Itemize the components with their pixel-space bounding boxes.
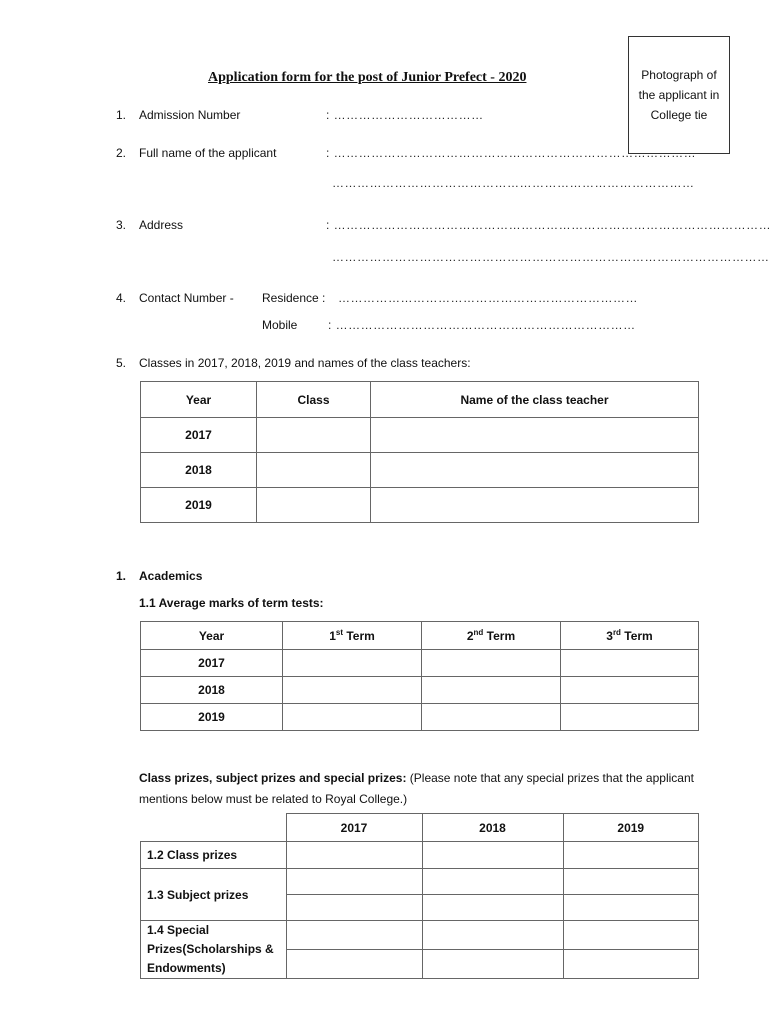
classes-label: Classes in 2017, 2018, 2019 and names of the class teachers: bbox=[139, 356, 471, 370]
prizes-header-2018: 2018 bbox=[422, 814, 563, 842]
table-row bbox=[141, 869, 699, 895]
teacher-input-cell[interactable] bbox=[371, 453, 699, 488]
term-year-cell: 2018 bbox=[141, 677, 283, 704]
table-row bbox=[141, 650, 699, 677]
admission-number-index: 1. bbox=[116, 108, 127, 122]
term-input-cell[interactable] bbox=[561, 704, 699, 731]
classes-header-class: Class bbox=[257, 382, 371, 418]
term-input-cell[interactable] bbox=[422, 677, 561, 704]
address-field-line-2[interactable]: …………………………………………………………………………………………… bbox=[332, 250, 770, 264]
residence-field[interactable]: ……………………………………………………………… bbox=[338, 291, 638, 305]
classes-index: 5. bbox=[116, 356, 127, 370]
term-input-cell[interactable] bbox=[283, 650, 422, 677]
prizes-header-2017: 2017 bbox=[286, 814, 422, 842]
classes-table bbox=[140, 381, 699, 523]
prizes-header-2019: 2019 bbox=[563, 814, 699, 842]
term-input-cell[interactable] bbox=[561, 650, 699, 677]
prize-input-cell[interactable] bbox=[422, 950, 563, 979]
address-field-line-1[interactable]: : …………………………………………………………………………………………… bbox=[326, 218, 771, 232]
photograph-box bbox=[628, 36, 730, 154]
teacher-input-cell[interactable] bbox=[371, 418, 699, 453]
prize-input-cell[interactable] bbox=[563, 921, 699, 950]
special-prizes-line-1: 1.4 Special bbox=[147, 923, 210, 937]
table-row bbox=[141, 418, 699, 453]
admission-number-field[interactable]: : ……………………………… bbox=[326, 108, 484, 122]
prizes-intro: Class prizes, subject prizes and special prizes: bbox=[139, 771, 407, 785]
address-index: 3. bbox=[116, 218, 127, 232]
prize-input-cell[interactable] bbox=[563, 950, 699, 979]
term-header-3rd: 3rd Term bbox=[561, 622, 699, 650]
term-header-2nd: 2nd Term bbox=[422, 622, 561, 650]
table-row bbox=[141, 704, 699, 731]
prize-input-cell[interactable] bbox=[286, 869, 422, 895]
special-prizes-line-3: Endowments) bbox=[147, 961, 226, 975]
prize-input-cell[interactable] bbox=[563, 895, 699, 921]
academics-heading: Academics bbox=[139, 569, 203, 583]
prize-input-cell[interactable] bbox=[286, 895, 422, 921]
prize-input-cell[interactable] bbox=[286, 842, 422, 869]
table-row bbox=[141, 921, 699, 950]
mobile-field[interactable]: : ……………………………………………………………… bbox=[328, 318, 636, 332]
term-tests-table bbox=[140, 621, 699, 731]
full-name-field-line-1[interactable]: : …………………………………………………………………………… bbox=[326, 146, 697, 160]
prize-input-cell[interactable] bbox=[422, 895, 563, 921]
class-input-cell[interactable] bbox=[257, 418, 371, 453]
full-name-index: 2. bbox=[116, 146, 127, 160]
prizes-note bbox=[139, 768, 699, 810]
classes-header-year: Year bbox=[141, 382, 257, 418]
term-input-cell[interactable] bbox=[283, 704, 422, 731]
term-tests-heading: 1.1 Average marks of term tests: bbox=[139, 596, 324, 610]
term-header-1st: 1st Term bbox=[283, 622, 422, 650]
prizes-note-text: (Please note that any special prizes that the applicant mentions below must be related to Royal College.) bbox=[139, 771, 694, 806]
prize-input-cell[interactable] bbox=[563, 869, 699, 895]
prize-input-cell[interactable] bbox=[422, 921, 563, 950]
prize-input-cell[interactable] bbox=[422, 869, 563, 895]
term-input-cell[interactable] bbox=[422, 704, 561, 731]
classes-year-cell: 2019 bbox=[141, 488, 257, 523]
contact-number-label: Contact Number - bbox=[139, 291, 234, 305]
table-row bbox=[141, 842, 699, 869]
residence-label: Residence : bbox=[262, 291, 326, 305]
subject-prizes-label: 1.3 Subject prizes bbox=[141, 869, 287, 921]
prize-input-cell[interactable] bbox=[563, 842, 699, 869]
admission-number-label: Admission Number bbox=[139, 108, 241, 122]
class-input-cell[interactable] bbox=[257, 453, 371, 488]
photo-box-line-1: Photograph of bbox=[641, 68, 717, 82]
special-prizes-line-2: Prizes(Scholarships & bbox=[147, 942, 274, 956]
table-row bbox=[141, 453, 699, 488]
table-row bbox=[141, 488, 699, 523]
table-row bbox=[141, 677, 699, 704]
prize-input-cell[interactable] bbox=[286, 921, 422, 950]
address-label: Address bbox=[139, 218, 184, 232]
contact-number-index: 4. bbox=[116, 291, 127, 305]
mobile-label: Mobile bbox=[262, 318, 298, 332]
classes-header-teacher: Name of the class teacher bbox=[371, 382, 699, 418]
special-prizes-label bbox=[141, 921, 287, 979]
full-name-label: Full name of the applicant bbox=[139, 146, 277, 160]
prizes-table bbox=[140, 813, 699, 979]
academics-index: 1. bbox=[116, 569, 127, 583]
full-name-field-line-2[interactable]: …………………………………………………………………………… bbox=[332, 176, 695, 190]
prizes-corner-cell bbox=[141, 814, 287, 842]
form-title: Application form for the post of Junior Prefect - 2020 bbox=[208, 70, 527, 85]
term-input-cell[interactable] bbox=[283, 677, 422, 704]
prize-input-cell[interactable] bbox=[422, 842, 563, 869]
classes-year-cell: 2017 bbox=[141, 418, 257, 453]
term-year-cell: 2019 bbox=[141, 704, 283, 731]
term-header-year: Year bbox=[141, 622, 283, 650]
class-input-cell[interactable] bbox=[257, 488, 371, 523]
photo-box-line-3: College tie bbox=[650, 108, 708, 122]
term-input-cell[interactable] bbox=[561, 677, 699, 704]
teacher-input-cell[interactable] bbox=[371, 488, 699, 523]
prize-input-cell[interactable] bbox=[286, 950, 422, 979]
term-year-cell: 2017 bbox=[141, 650, 283, 677]
photo-box-line-2: the applicant in bbox=[638, 88, 720, 102]
term-input-cell[interactable] bbox=[422, 650, 561, 677]
class-prizes-label: 1.2 Class prizes bbox=[141, 842, 287, 869]
classes-year-cell: 2018 bbox=[141, 453, 257, 488]
